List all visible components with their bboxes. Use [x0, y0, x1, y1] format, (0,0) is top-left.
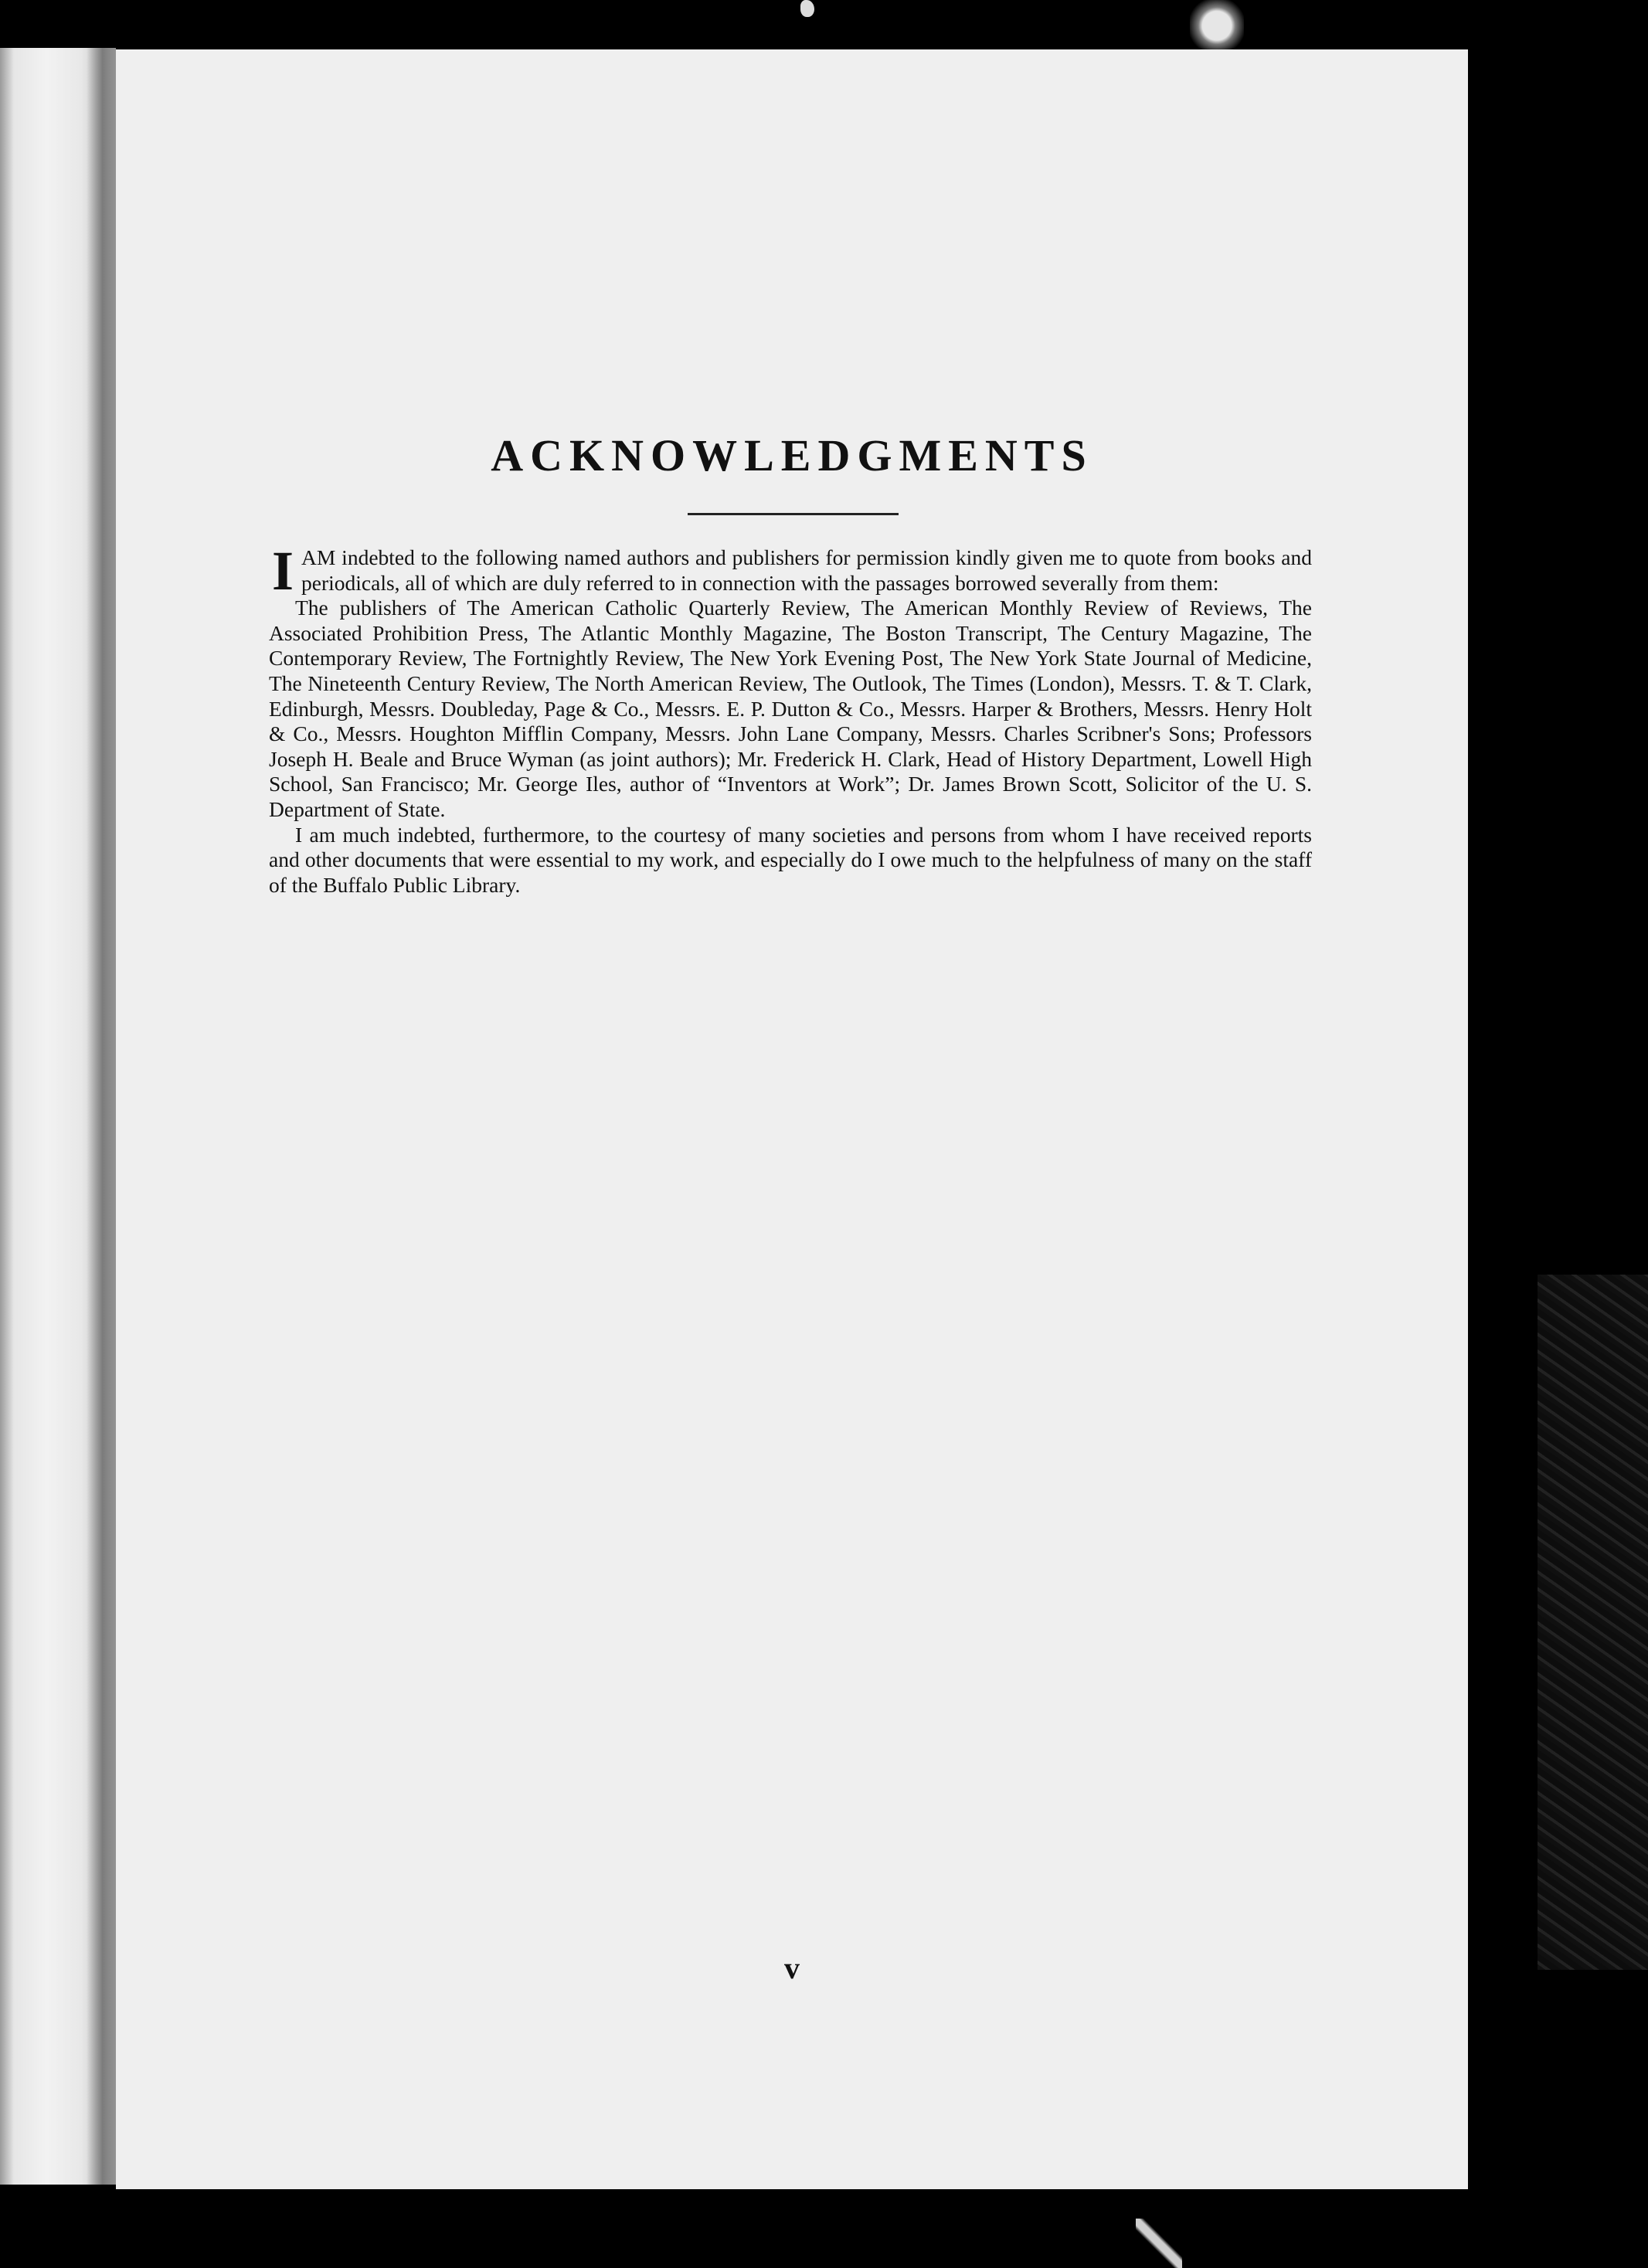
paragraph-text: AM indebted to the following named authors and publishers for permission kindly given me to quote from books and periodicals, all of which are duly referred to in connection with the passages borrowed severally from them: — [301, 545, 1312, 595]
scan-dust-mark — [1190, 0, 1244, 57]
page-number: v — [784, 1951, 800, 1985]
acknowledgments-body — [269, 540, 1312, 898]
title-rule — [688, 513, 899, 515]
paragraph-intro — [269, 540, 1312, 602]
scan-dust-mark — [800, 0, 814, 17]
page-title: ACKNOWLEDGMENTS — [491, 430, 1093, 480]
paragraph-closing: I am much indebted, furthermore, to the courtesy of many societies and persons from whom I have received reports and other documents that were essential to my work, and especially do I owe much to the helpfulness of many on the staff of the Buffalo Public Library. — [269, 822, 1312, 897]
book-page — [116, 49, 1468, 2189]
drop-cap: I — [272, 540, 294, 602]
scan-dust-mark — [1136, 2219, 1182, 2268]
paragraph-publishers: The publishers of The American Catholic Quarterly Review, The American Monthly Review of Reviews, The Associated Prohibition Press, The Atlantic Monthly Magazine, The Boston Transcript, The Century Magazine, The Contemporary Review, The Fortnightly Review, The New York Evening Post, The New York State Journal of Medicine, The Nineteenth Century Review, The North American Review, The Outlook, The Times (London), Messrs. T. & T. Clark, Edinburgh, Messrs. Doubleday, Page & Co., Messrs. E. P. Dutton & Co., Messrs. Harper & Brothers, Messrs. Henry Holt & Co., Messrs. Houghton Mifflin Company, Messrs. John Lane Company, Messrs. Charles Scribner's Sons; Professors Joseph H. Beale and Bruce Wyman (as joint authors); Mr. Frederick H. Clark, Head of History Department, Lowell High School, San Francisco; Mr. George Iles, author of “Inventors at Work”; Dr. James Brown Scott, Solicitor of the U. S. Department of State. — [269, 596, 1312, 821]
scan-background-texture — [1538, 1275, 1648, 1970]
